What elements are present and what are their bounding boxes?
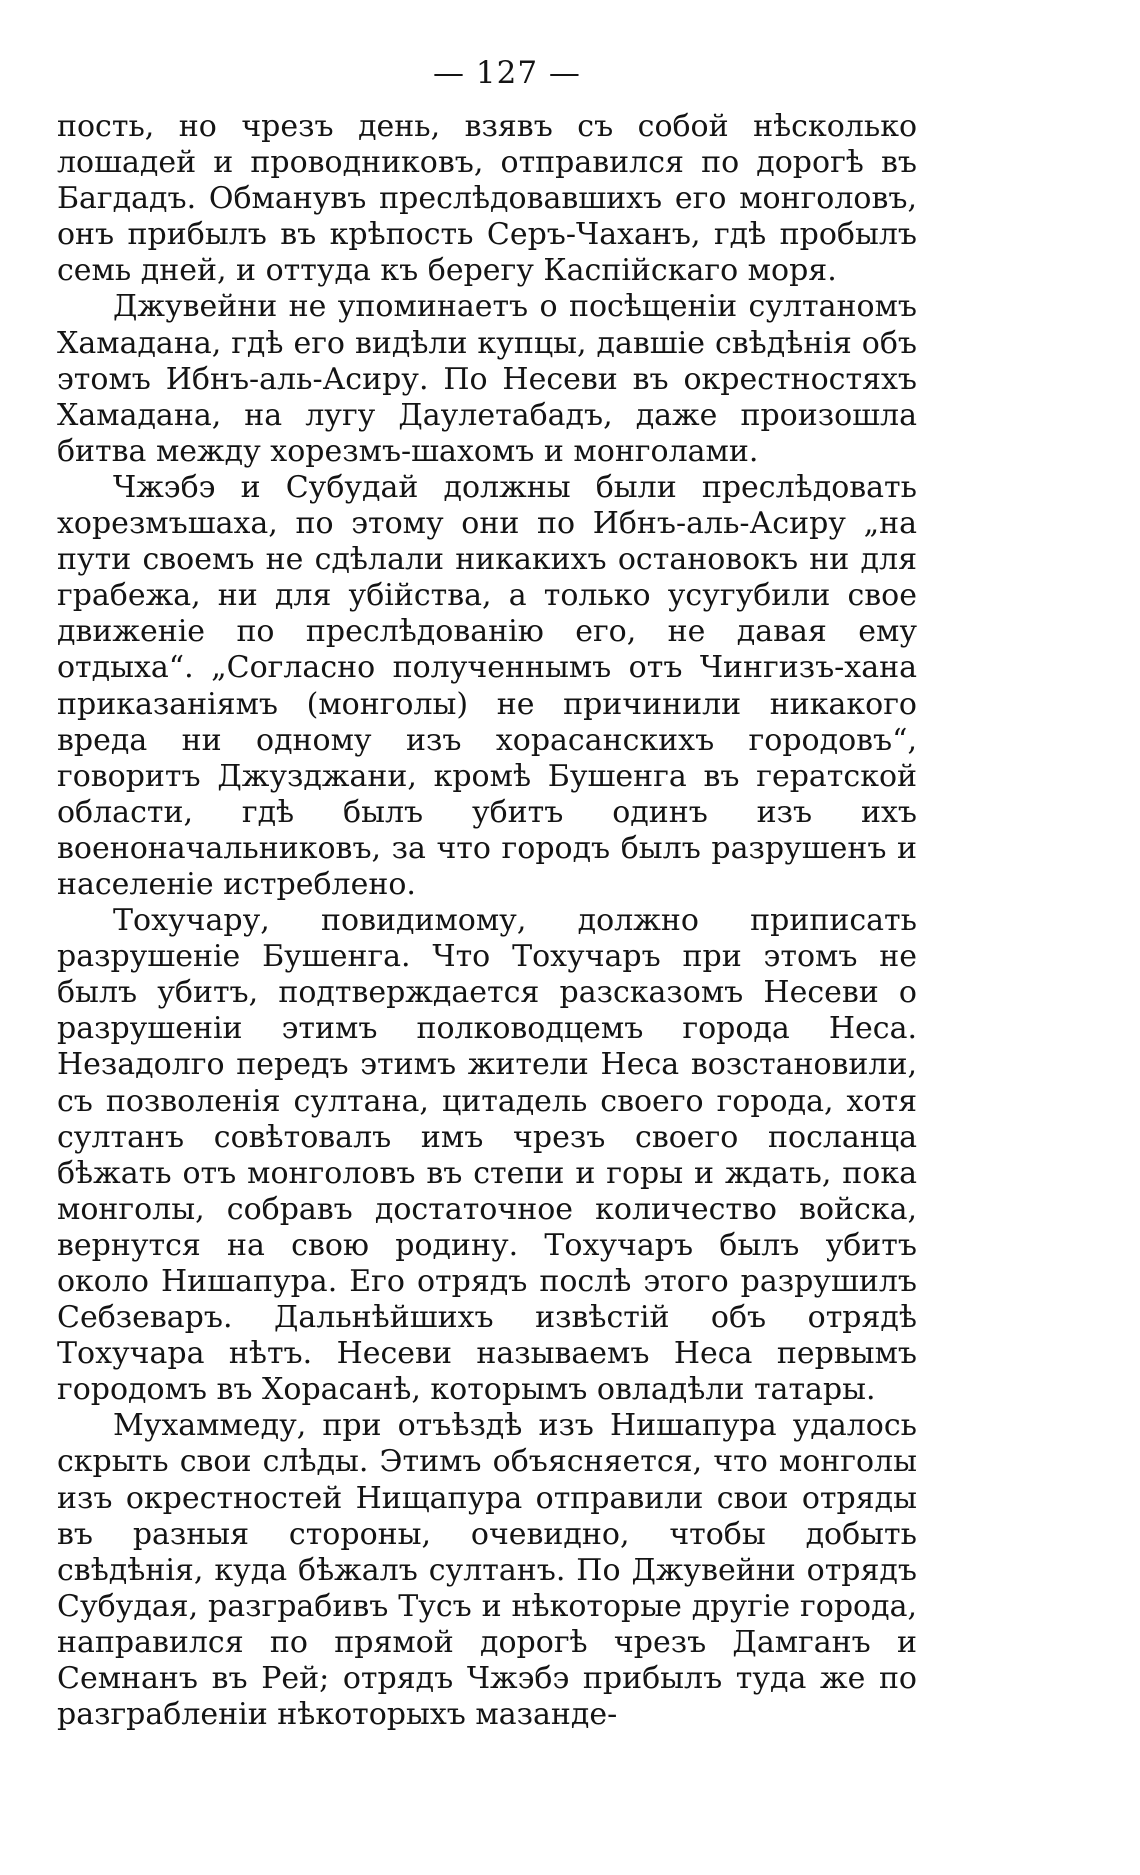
book-page bbox=[57, 55, 917, 1733]
paragraph-3: Чжэбэ и Субудай должны были преслѣдовать хорезмъшаха, по этому они по Ибнъ-аль-Асиру „на пути своемъ не сдѣлали никакихъ остановокъ ни для грабежа, ни для убійства, а только усугубили свое движеніе по преслѣдованію его, не давая ему отдыха“. „Согласно полученнымъ отъ Чингизъ-хана приказаніямъ (монголы) не причинили никакого вреда ни одному изъ хорасанскихъ городовъ“, говоритъ Джузджани, кромѣ Бушенга въ гератской области, гдѣ былъ убитъ одинъ изъ ихъ военоначальниковъ, за что городъ былъ разрушенъ и населеніе истреблено. bbox=[57, 469, 917, 902]
paragraph-2: Джувейни не упоминаетъ о посѣщеніи султаномъ Хамадана, гдѣ его видѣли купцы, давшіе свѣдѣнія объ этомъ Ибнъ-аль-Асиру. По Несеви въ окрестностяхъ Хамадана, на лугу Даулетабадъ, даже произошла битва между хорезмъ-шахомъ и монголами. bbox=[57, 289, 917, 469]
paragraph-1: пость, но чрезъ день, взявъ съ собой нѣсколько лошадей и проводниковъ, отправился по дорогѣ въ Багдадъ. Обманувъ преслѣдовавшихъ его монголовъ, онъ прибылъ въ крѣпость Серъ-Чаханъ, гдѣ пробылъ семь дней, и оттуда къ берегу Каспійскаго моря. bbox=[57, 109, 917, 289]
paragraph-5: Мухаммеду, при отъѣздѣ изъ Нишапура удалось скрыть свои слѣды. Этимъ объясняется, что монголы изъ окрестностей Нищапура отправили свои отряды въ разныя стороны, очевидно, чтобы добыть свѣдѣнія, куда бѣжалъ султанъ. По Джувейни отрядъ Субудая, разграбивъ Тусъ и нѣкоторые другіе города, направился по прямой дорогѣ чрезъ Дамганъ и Семнанъ въ Рей; отрядъ Чжэбэ прибылъ туда же по разграбленіи нѣкоторыхъ мазанде- bbox=[57, 1408, 917, 1733]
page-number: — 127 — bbox=[433, 55, 581, 91]
paragraph-4: Тохучару, повидимому, должно приписать разрушеніе Бушенга. Что Тохучаръ при этомъ не былъ убитъ, подтверждается разсказомъ Несеви о разрушеніи этимъ полководцемъ города Неса. Незадолго передъ этимъ жители Неса возстановили, съ позволенія султана, цитадель своего города, хотя султанъ совѣтовалъ имъ чрезъ своего посланца бѣжать отъ монголовъ въ степи и горы и ждать, пока монголы, собравъ достаточное количество войска, вернутся на свою родину. Тохучаръ былъ убитъ около Нишапура. Его отрядъ послѣ этого разрушилъ Себзеваръ. Дальнѣйшихъ извѣстій объ отрядѣ Тохучара нѣтъ. Несеви называемъ Неса первымъ городомъ въ Хорасанѣ, которымъ овладѣли татары. bbox=[57, 903, 917, 1408]
